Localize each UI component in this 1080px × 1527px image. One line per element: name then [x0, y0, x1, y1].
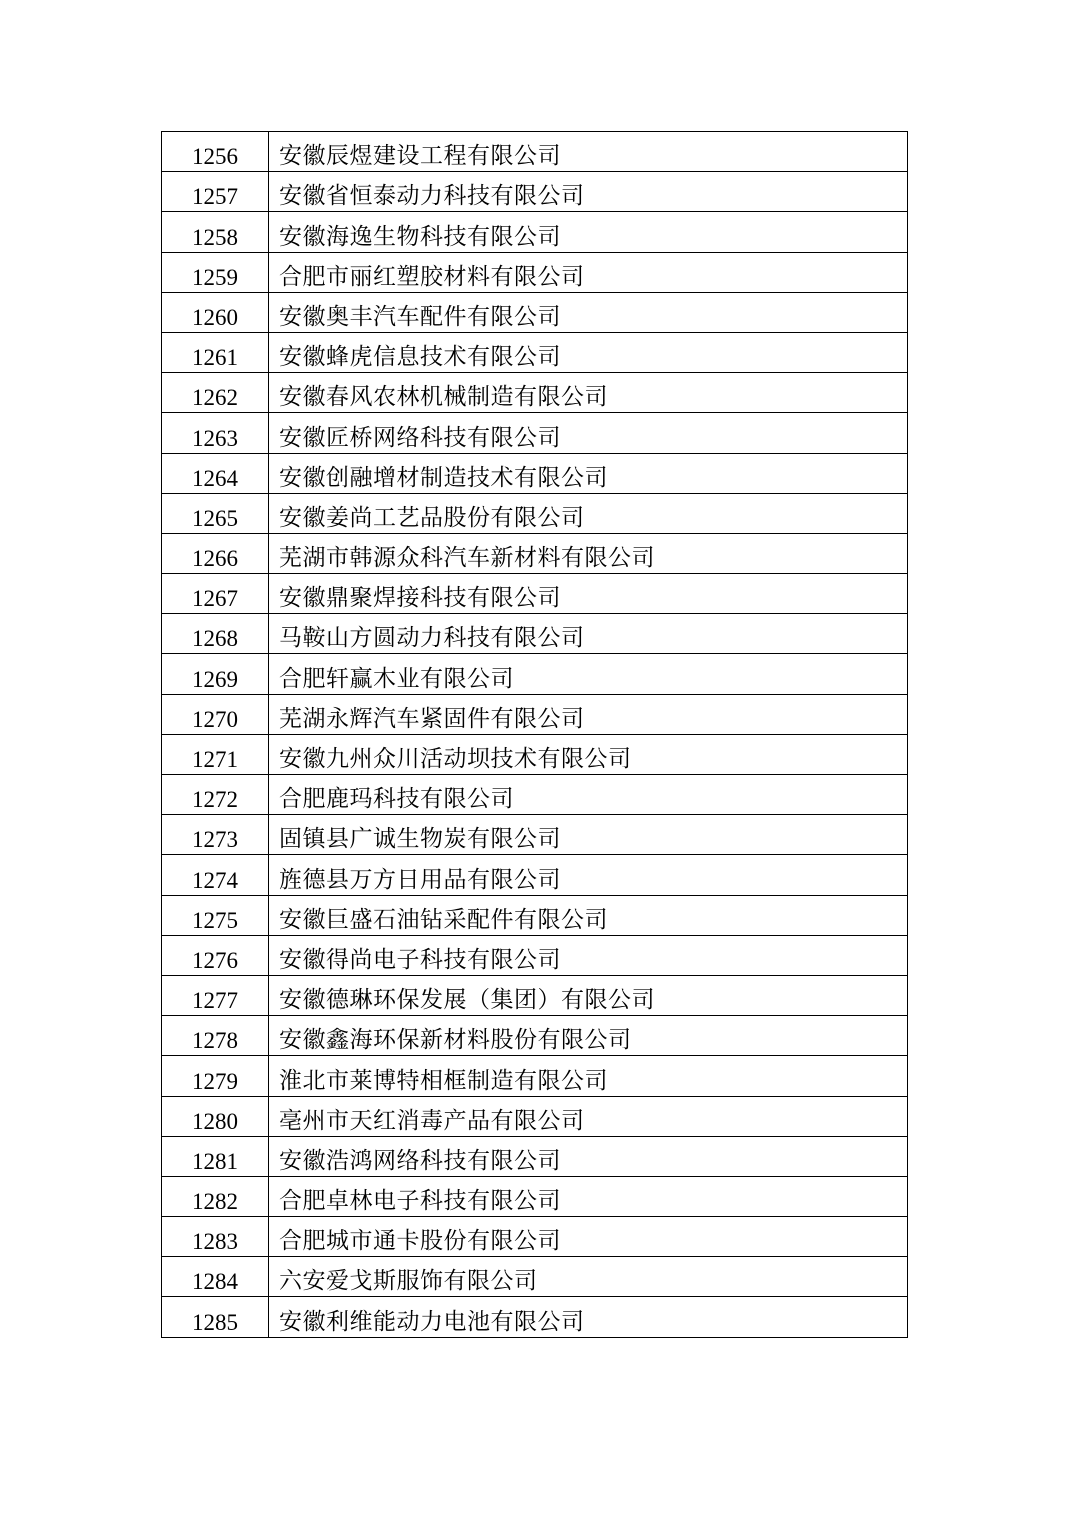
company-name-cell: 安徽鑫海环保新材料股份有限公司	[269, 1016, 908, 1056]
row-number-cell: 1285	[162, 1297, 269, 1337]
company-name-cell: 安徽匠桥网络科技有限公司	[269, 413, 908, 453]
row-number-cell: 1266	[162, 533, 269, 573]
row-number-cell: 1260	[162, 292, 269, 332]
row-number-cell: 1282	[162, 1176, 269, 1216]
row-number-cell: 1269	[162, 654, 269, 694]
table-row	[162, 292, 908, 332]
row-number-cell: 1257	[162, 172, 269, 212]
table-row	[162, 493, 908, 533]
table-row	[162, 172, 908, 212]
table-row	[162, 212, 908, 252]
row-number-cell: 1277	[162, 975, 269, 1015]
company-name-cell: 安徽浩鸿网络科技有限公司	[269, 1136, 908, 1176]
row-number-cell: 1270	[162, 694, 269, 734]
company-name-cell: 合肥轩赢木业有限公司	[269, 654, 908, 694]
table-row	[162, 413, 908, 453]
company-name-cell: 合肥市丽红塑胶材料有限公司	[269, 252, 908, 292]
row-number-cell: 1273	[162, 815, 269, 855]
table-row	[162, 1136, 908, 1176]
company-name-cell: 安徽辰煜建设工程有限公司	[269, 132, 908, 172]
company-name-cell: 安徽姜尚工艺品股份有限公司	[269, 493, 908, 533]
company-name-cell: 安徽鼎聚焊接科技有限公司	[269, 574, 908, 614]
table-row	[162, 453, 908, 493]
row-number-cell: 1283	[162, 1217, 269, 1257]
company-name-cell: 合肥城市通卡股份有限公司	[269, 1217, 908, 1257]
table-row	[162, 332, 908, 372]
row-number-cell: 1263	[162, 413, 269, 453]
company-name-cell: 六安爱戈斯服饰有限公司	[269, 1257, 908, 1297]
table-row	[162, 895, 908, 935]
company-name-cell: 固镇县广诚生物炭有限公司	[269, 815, 908, 855]
company-name-cell: 安徽省恒泰动力科技有限公司	[269, 172, 908, 212]
row-number-cell: 1272	[162, 775, 269, 815]
table-row	[162, 654, 908, 694]
row-number-cell: 1267	[162, 574, 269, 614]
table-row	[162, 1176, 908, 1216]
company-name-cell: 安徽创融增材制造技术有限公司	[269, 453, 908, 493]
company-name-cell: 亳州市天红消毒产品有限公司	[269, 1096, 908, 1136]
table-row	[162, 1056, 908, 1096]
row-number-cell: 1284	[162, 1257, 269, 1297]
company-name-cell: 安徽蜂虎信息技术有限公司	[269, 332, 908, 372]
row-number-cell: 1279	[162, 1056, 269, 1096]
company-list-body	[162, 132, 908, 1338]
row-number-cell: 1262	[162, 373, 269, 413]
row-number-cell: 1264	[162, 453, 269, 493]
table-row	[162, 132, 908, 172]
table-row	[162, 935, 908, 975]
table-row	[162, 1257, 908, 1297]
table-row	[162, 533, 908, 573]
company-name-cell: 芜湖市韩源众科汽车新材料有限公司	[269, 533, 908, 573]
company-name-cell: 安徽九州众川活动坝技术有限公司	[269, 734, 908, 774]
company-name-cell: 安徽德琳环保发展（集团）有限公司	[269, 975, 908, 1015]
table-row	[162, 574, 908, 614]
table-row	[162, 694, 908, 734]
row-number-cell: 1268	[162, 614, 269, 654]
table-row	[162, 775, 908, 815]
company-name-cell: 淮北市莱博特相框制造有限公司	[269, 1056, 908, 1096]
table-row	[162, 1217, 908, 1257]
table-row	[162, 855, 908, 895]
company-name-cell: 安徽春风农林机械制造有限公司	[269, 373, 908, 413]
company-name-cell: 合肥卓林电子科技有限公司	[269, 1176, 908, 1216]
company-name-cell: 马鞍山方圆动力科技有限公司	[269, 614, 908, 654]
table-row	[162, 815, 908, 855]
row-number-cell: 1278	[162, 1016, 269, 1056]
table-row	[162, 1297, 908, 1337]
company-name-cell: 芜湖永辉汽车紧固件有限公司	[269, 694, 908, 734]
row-number-cell: 1275	[162, 895, 269, 935]
row-number-cell: 1281	[162, 1136, 269, 1176]
row-number-cell: 1280	[162, 1096, 269, 1136]
row-number-cell: 1261	[162, 332, 269, 372]
row-number-cell: 1271	[162, 734, 269, 774]
table-row	[162, 734, 908, 774]
table-row	[162, 252, 908, 292]
row-number-cell: 1265	[162, 493, 269, 533]
company-name-cell: 旌德县万方日用品有限公司	[269, 855, 908, 895]
row-number-cell: 1276	[162, 935, 269, 975]
company-name-cell: 安徽巨盛石油钻采配件有限公司	[269, 895, 908, 935]
row-number-cell: 1259	[162, 252, 269, 292]
company-list-table	[161, 131, 908, 1338]
row-number-cell: 1256	[162, 132, 269, 172]
table-row	[162, 614, 908, 654]
company-name-cell: 安徽奥丰汽车配件有限公司	[269, 292, 908, 332]
table-row	[162, 975, 908, 1015]
row-number-cell: 1258	[162, 212, 269, 252]
row-number-cell: 1274	[162, 855, 269, 895]
table-row	[162, 1016, 908, 1056]
company-name-cell: 安徽得尚电子科技有限公司	[269, 935, 908, 975]
company-name-cell: 安徽海逸生物科技有限公司	[269, 212, 908, 252]
table-row	[162, 373, 908, 413]
company-name-cell: 合肥鹿玛科技有限公司	[269, 775, 908, 815]
company-name-cell: 安徽利维能动力电池有限公司	[269, 1297, 908, 1337]
table-row	[162, 1096, 908, 1136]
